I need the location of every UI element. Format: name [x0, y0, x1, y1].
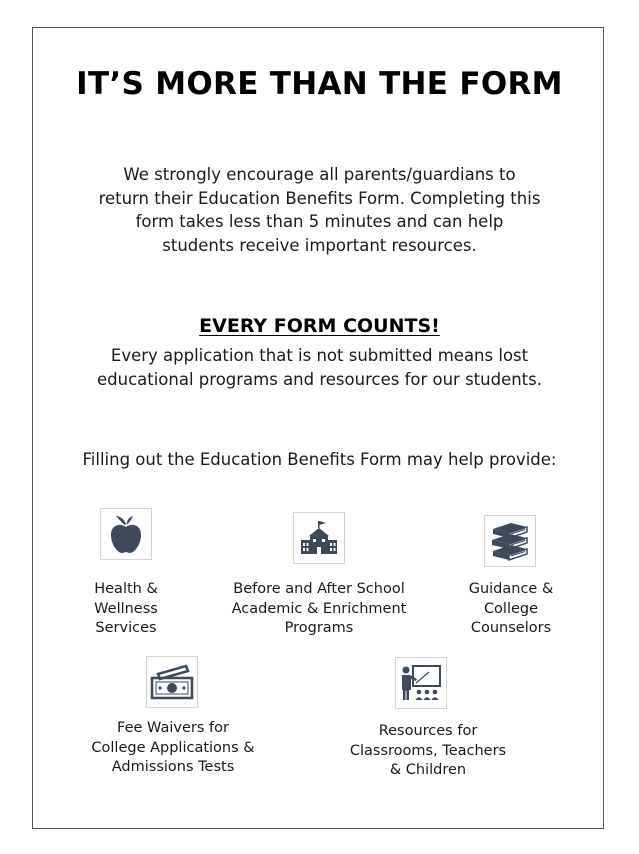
benefit-health — [56, 580, 196, 639]
benefit-label: Resources for — [378, 723, 478, 739]
benefit-label: Classrooms, Teachers — [349, 742, 507, 759]
intro-paragraph — [0, 163, 639, 257]
intro-line: students receive important resources. — [162, 235, 477, 255]
benefit-label: Health & — [94, 581, 158, 597]
page-border — [32, 27, 604, 829]
benefit-label: Fee Waivers for — [117, 720, 229, 736]
benefit-label: Wellness — [94, 600, 158, 617]
page-title: IT’S MORE THAN THE FORM — [76, 66, 563, 102]
benefit-label: Before and After School — [233, 581, 405, 597]
benefit-fee-waivers — [70, 719, 276, 778]
benefit-label: Guidance & — [468, 581, 554, 597]
benefit-label: Admissions Tests — [111, 759, 235, 775]
money-icon — [146, 656, 198, 708]
benefit-label: & Children — [389, 762, 467, 778]
benefit-label: Services — [95, 620, 157, 636]
intro-line: form takes less than 5 minutes and can help — [135, 212, 504, 231]
benefit-label: Counselors — [470, 620, 552, 636]
classroom-icon — [395, 657, 447, 709]
benefit-school-programs — [208, 580, 430, 639]
benefit-label: Academic & Enrichment — [231, 600, 407, 617]
intro-line: We strongly encourage all parents/guardians to — [123, 165, 516, 184]
benefit-guidance — [441, 580, 581, 639]
counts-line: Every application that is not submitted means lost — [110, 346, 529, 365]
benefit-label: Programs — [284, 620, 354, 636]
provide-line: Filling out the Education Benefits Form may help provide: — [82, 450, 557, 469]
apple-icon — [100, 508, 152, 560]
counts-line: educational programs and resources for our students. — [96, 369, 542, 389]
benefit-label: College — [483, 600, 539, 617]
school-icon — [293, 512, 345, 564]
intro-line: return their Education Benefits Form. Completing this — [98, 188, 541, 208]
benefit-label: College Applications & — [91, 739, 255, 756]
counts-paragraph — [0, 344, 639, 391]
books-icon — [484, 515, 536, 567]
benefit-classroom-resources — [330, 722, 526, 781]
every-form-counts-heading: EVERY FORM COUNTS! — [199, 315, 440, 337]
